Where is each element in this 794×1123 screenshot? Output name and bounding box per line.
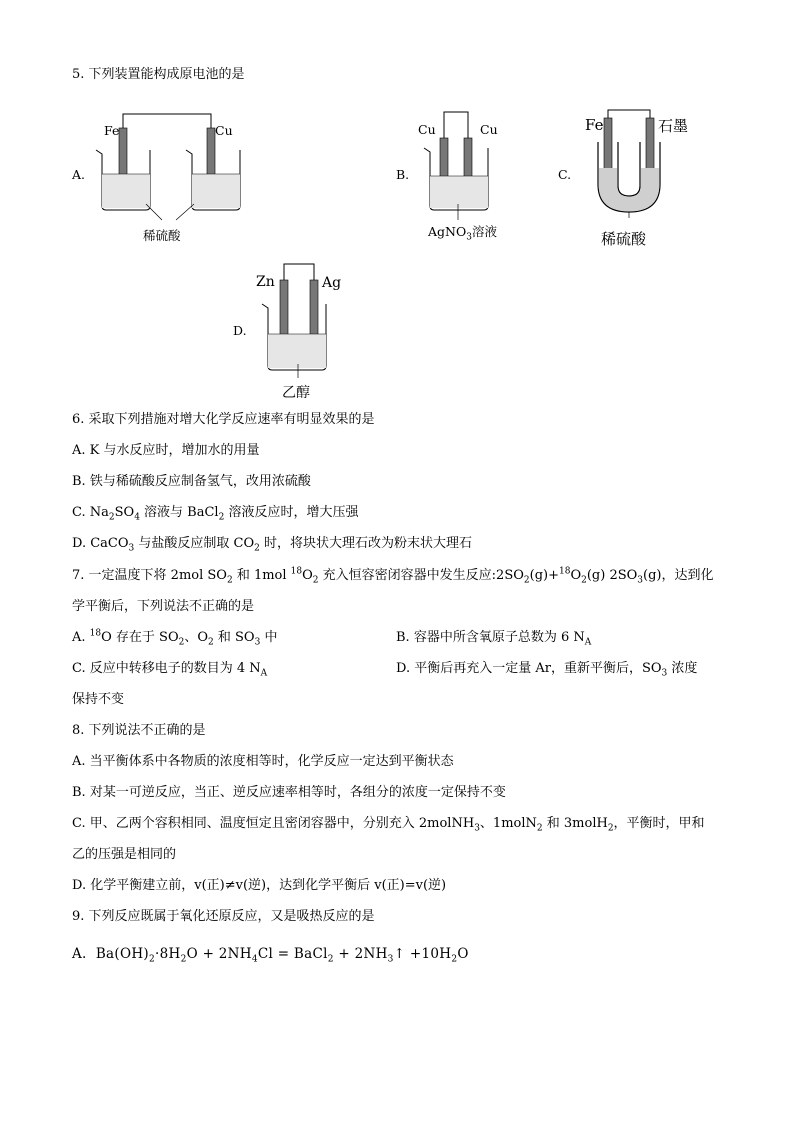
q5c-utube-diagram: [594, 108, 674, 220]
q9-option-a: A. $Ba(OH)_2\cdot 8H_2O + 2NH_4Cl$ = BaCl$_2$ + $2NH_3↑ +10H_2O$: [72, 946, 469, 965]
q7-option-a: A. $^{18}$O 存在于 $SO_2$、$O_2$ 和 $SO_3$ 中: [72, 628, 278, 648]
q5d-solution-label: 乙醇: [282, 385, 310, 401]
q8-option-d: D. 化学平衡建立前，v(正)≠v(逆)，达到化学平衡后 v(正)=v(逆): [72, 878, 447, 893]
q5b-solution-label: AgNO$_3$溶液: [428, 224, 497, 243]
q5c-right-electrode-label: 石墨: [658, 117, 689, 135]
q9-stem: 9. 下列反应既属于氧化还原反应，又是吸热反应的是: [72, 909, 375, 924]
q6-option-b: B. 铁与稀硫酸反应制备氢气，改用浓硫酸: [72, 474, 311, 489]
q5a-apparatus-diagram: [90, 108, 250, 228]
q8-option-b: B. 对某一可逆反应，当正、逆反应速率相等时，各组分的浓度一定保持不变: [72, 785, 506, 800]
q7-option-d: D. 平衡后再充入一定量 Ar，重新平衡后，$SO_3$ 浓度: [396, 661, 698, 679]
q7-option-c: C. 反应中转移电子的数目为 4 $N_A$: [72, 661, 268, 679]
q8-option-c-line2: 乙的压强是相同的: [72, 847, 177, 862]
q5d-right-electrode-label: Ag: [322, 275, 342, 291]
q5b-right-electrode-label: Cu: [480, 122, 498, 137]
q6-option-a: A. K 与水反应时，增加水的用量: [72, 443, 260, 458]
q7-option-d-line2: 保持不变: [72, 692, 125, 707]
q8-option-c: C. 甲、乙两个容积相同、温度恒定且密闭容器中，分别充入 2molNH$_3$、1molN$_2$ 和 3molH$_2$，平衡时，甲和: [72, 816, 705, 834]
q5a-right-electrode-label: Cu: [215, 123, 233, 138]
q7-stem-line1: 7. 一定温度下将 2mol $SO_2$ 和 1mol $^{18}O_2$ 充入恒容密闭容器中发生反应$:2SO_2(g)+^{18}O_2(g)$ $2SO_3(g)$，达到化: [72, 566, 714, 586]
q6-stem: 6. 采取下列措施对增大化学反应速率有明显效果的是: [72, 412, 375, 427]
q5d-left-electrode-label: Zn: [256, 274, 275, 290]
q5b-left-electrode-label: Cu: [418, 122, 436, 137]
q5c-left-electrode-label: Fe: [585, 116, 604, 134]
q5-stem: 5. 下列装置能构成原电池的是: [72, 67, 245, 82]
q6-option-d: D. CaCO$_3$ 与盐酸反应制取 $CO_2$ 时，将块状大理石改为粉末状大理石: [72, 536, 473, 554]
q5a-solution-label: 稀硫酸: [143, 228, 181, 243]
q5-option-a-letter: A.: [72, 167, 86, 182]
q8-option-a: A. 当平衡体系中各物质的浓度相等时，化学反应一定达到平衡状态: [72, 754, 454, 769]
q5-option-c-letter: C.: [558, 167, 572, 182]
q6-option-c: C. $Na_2SO_4$ 溶液与 BaCl$_2$ 溶液反应时，增大压强: [72, 505, 359, 523]
q5d-apparatus-diagram: [258, 262, 338, 380]
q5-option-d-letter: D.: [233, 323, 247, 338]
q7-option-b: B. 容器中所含氧原子总数为 6 $N_A$: [396, 630, 592, 648]
q8-stem: 8. 下列说法不正确的是: [72, 723, 206, 738]
q5c-solution-label: 稀硫酸: [601, 230, 647, 248]
q5a-left-electrode-label: Fe: [104, 123, 120, 138]
q7-stem-line2: 学平衡后，下列说法不正确的是: [72, 599, 255, 614]
q5b-apparatus-diagram: [420, 108, 500, 220]
q5-option-b-letter: B.: [396, 167, 410, 182]
